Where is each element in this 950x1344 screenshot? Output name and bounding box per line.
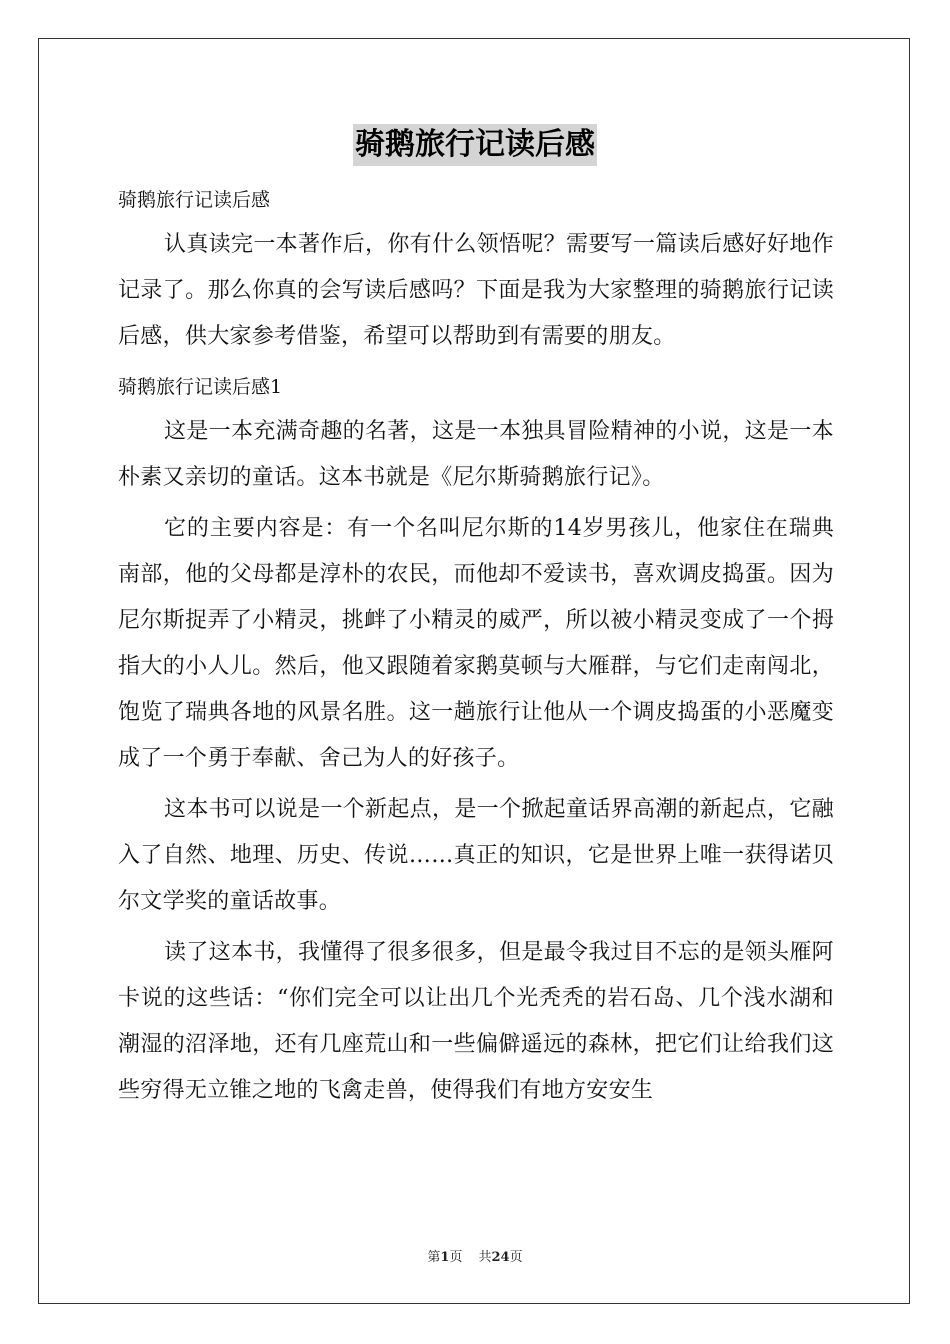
- document-body: [118, 178, 834, 1119]
- total-pages: 24: [491, 1250, 510, 1265]
- title-container: [0, 124, 950, 166]
- total-prefix: 共: [478, 1250, 492, 1265]
- page-footer: [0, 1246, 950, 1265]
- body-paragraph: 读了这本书，我懂得了很多很多，但是最令我过目不忘的是领头雁阿卡说的这些话：“你们完全可以让出几个光秃秃的岩石岛、几个浅水湖和潮湿的沼泽地，还有几座荒山和一些偏僻遥远的森林，把它们让给我们这些穷得无立锥之地的飞禽走兽，使得我们有地方安安生: [118, 940, 834, 1103]
- intro-paragraph: 认真读完一本著作后，你有什么领悟呢？需要写一篇读后感好好地作记录了。那么你真的会写读后感吗？下面是我为大家整理的骑鹅旅行记读后感，供大家参考借鉴，希望可以帮助到有需要的朋友。: [118, 232, 834, 349]
- total-suffix: 页: [509, 1250, 523, 1265]
- page-number: 1: [440, 1250, 450, 1265]
- document-title: 骑鹅旅行记读后感: [353, 124, 597, 166]
- page-suffix: 页: [449, 1250, 463, 1265]
- intro-heading: 骑鹅旅行记读后感: [118, 189, 271, 211]
- body-paragraph: 它的主要内容是：有一个名叫尼尔斯的14岁男孩儿，他家住在瑞典南部，他的父母都是淳朴的农民，而他却不爱读书，喜欢调皮捣蛋。因为尼尔斯捉弄了小精灵，挑衅了小精灵的威严，所以被小精灵变成了一个拇指大的小人儿。然后，他又跟随着家鹅莫顿与大雁群，与它们走南闯北，饱览了瑞典各地的风景名胜。这一趟旅行让他从一个调皮捣蛋的小恶魔变成了一个勇于奉献、舍己为人的好孩子。: [118, 516, 834, 771]
- body-paragraph: 这是一本充满奇趣的名著，这是一本独具冒险精神的小说，这是一本朴素又亲切的童话。这本书就是《尼尔斯骑鹅旅行记》。: [118, 419, 834, 490]
- body-paragraph: 这本书可以说是一个新起点，是一个掀起童话界高潮的新起点，它融入了自然、地理、历史、传说……真正的知识，它是世界上唯一获得诺贝尔文学奖的童话故事。: [118, 797, 834, 914]
- section-heading: 骑鹅旅行记读后感1: [118, 376, 283, 398]
- page-prefix: 第: [427, 1250, 441, 1265]
